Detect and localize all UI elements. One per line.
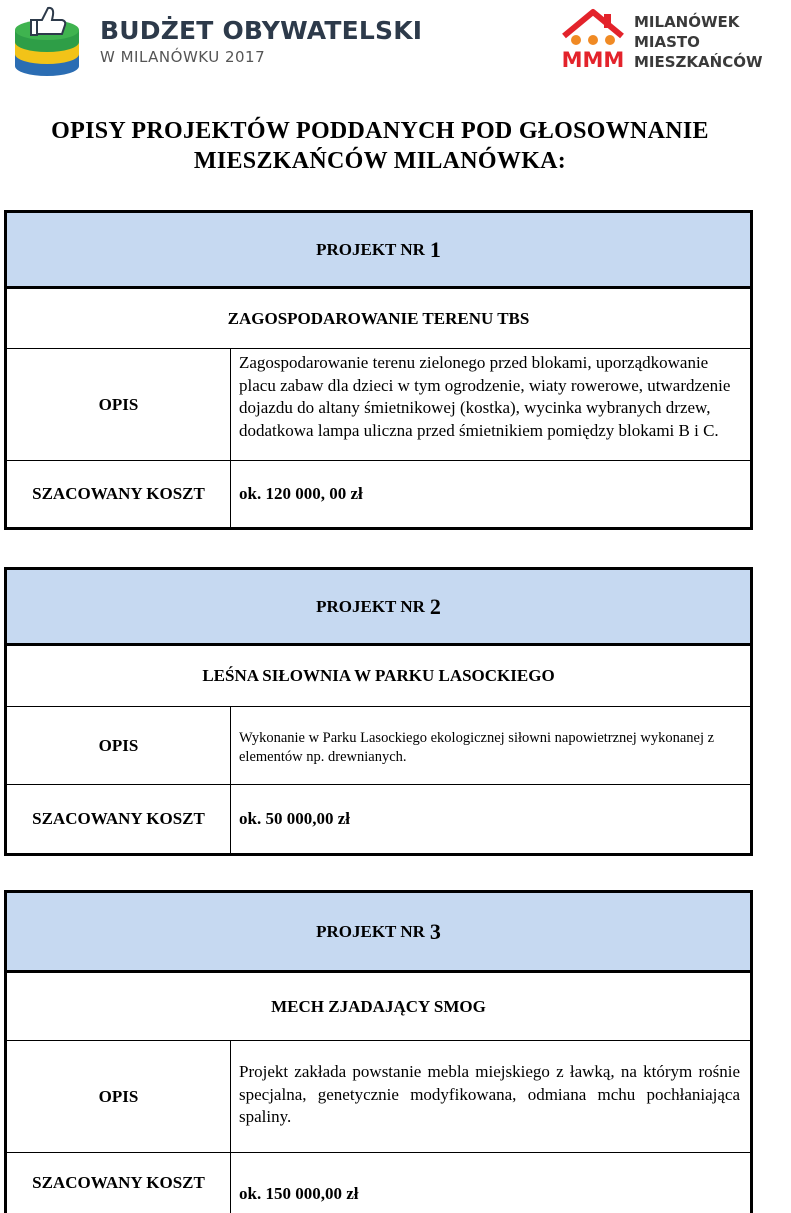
project-header bbox=[7, 570, 750, 646]
cost-value: ok. 50 000,00 zł bbox=[239, 809, 350, 828]
project-name: ZAGOSPODAROWANIE TERENU TBS bbox=[7, 289, 750, 349]
cost-value: ok. 120 000, 00 zł bbox=[239, 484, 363, 503]
project-header-label: PROJEKT NR bbox=[316, 921, 425, 941]
description-label: OPIS bbox=[7, 707, 231, 784]
cost-row bbox=[7, 461, 750, 527]
project-number: 2 bbox=[429, 593, 441, 619]
project-number: 1 bbox=[429, 236, 441, 262]
logo-badge: MMM bbox=[561, 48, 625, 70]
logo-line-1: MILANÓWEK bbox=[634, 13, 740, 31]
logo-subtitle: W MILANÓWKU 2017 bbox=[100, 48, 266, 66]
project-header bbox=[7, 893, 750, 973]
description-text: Zagospodarowanie terenu zielonego przed blokami, uporządkowanie placu zabaw dla dzieci w tym ogrodzenie, wiaty rowerowe, utwardzenie dojazdu do altany śmietnikowej (kostka), wycinka wybranych drzew, dodatkowa lampa uliczna przed śmietnikiem pomiędzy blokami B i C. bbox=[239, 353, 731, 440]
description-label: OPIS bbox=[7, 1041, 231, 1152]
title-line-2: MIESZKAŃCÓW MILANÓWKA: bbox=[193, 148, 567, 174]
cost-row bbox=[7, 785, 750, 853]
logo-text bbox=[634, 12, 763, 72]
cost-value: ok. 150 000,00 zł bbox=[239, 1184, 359, 1203]
cost-label: SZACOWANY KOSZT bbox=[7, 1153, 231, 1213]
project-table bbox=[4, 890, 753, 1213]
cost-label: SZACOWANY KOSZT bbox=[7, 785, 231, 853]
description-label: OPIS bbox=[7, 349, 231, 460]
description-text: Projekt zakłada powstanie mebla miejskiego z ławką, na którym rośnie specjalna, genetycznie modyfikowana, odmiana mchu pochłaniająca spaliny. bbox=[239, 1062, 740, 1126]
project-header-label: PROJEKT NR bbox=[316, 239, 425, 259]
cost-row bbox=[7, 1153, 750, 1213]
description-row bbox=[7, 349, 750, 461]
project-table bbox=[4, 210, 753, 530]
description-text: Wykonanie w Parku Lasockiego ekologicznej siłowni napowietrznej wykonanej z elementów np. drewnianych. bbox=[239, 730, 715, 765]
project-number: 3 bbox=[429, 918, 441, 944]
budzet-obywatelski-logo bbox=[12, 4, 423, 78]
document-title bbox=[0, 116, 760, 176]
description-row bbox=[7, 1041, 750, 1153]
project-name: MECH ZJADAJĄCY SMOG bbox=[7, 973, 750, 1041]
project-table bbox=[4, 567, 753, 856]
house-people-icon bbox=[560, 6, 626, 70]
description-row bbox=[7, 707, 750, 785]
milanowek-logo bbox=[560, 6, 780, 74]
logo-title: BUDŻET OBYWATELSKI bbox=[100, 16, 423, 45]
project-header-label: PROJEKT NR bbox=[316, 596, 425, 616]
cost-label: SZACOWANY KOSZT bbox=[7, 461, 231, 527]
logo-line-3: MIESZKAŃCÓW bbox=[634, 53, 763, 71]
project-name: LEŚNA SIŁOWNIA W PARKU LASOCKIEGO bbox=[7, 646, 750, 707]
thumbs-up-stack-icon bbox=[12, 4, 82, 78]
title-line-1: OPISY PROJEKTÓW PODDANYCH POD GŁOSOWNANIE bbox=[51, 118, 709, 144]
project-header bbox=[7, 213, 750, 289]
logo-line-2: MIASTO bbox=[634, 33, 700, 51]
